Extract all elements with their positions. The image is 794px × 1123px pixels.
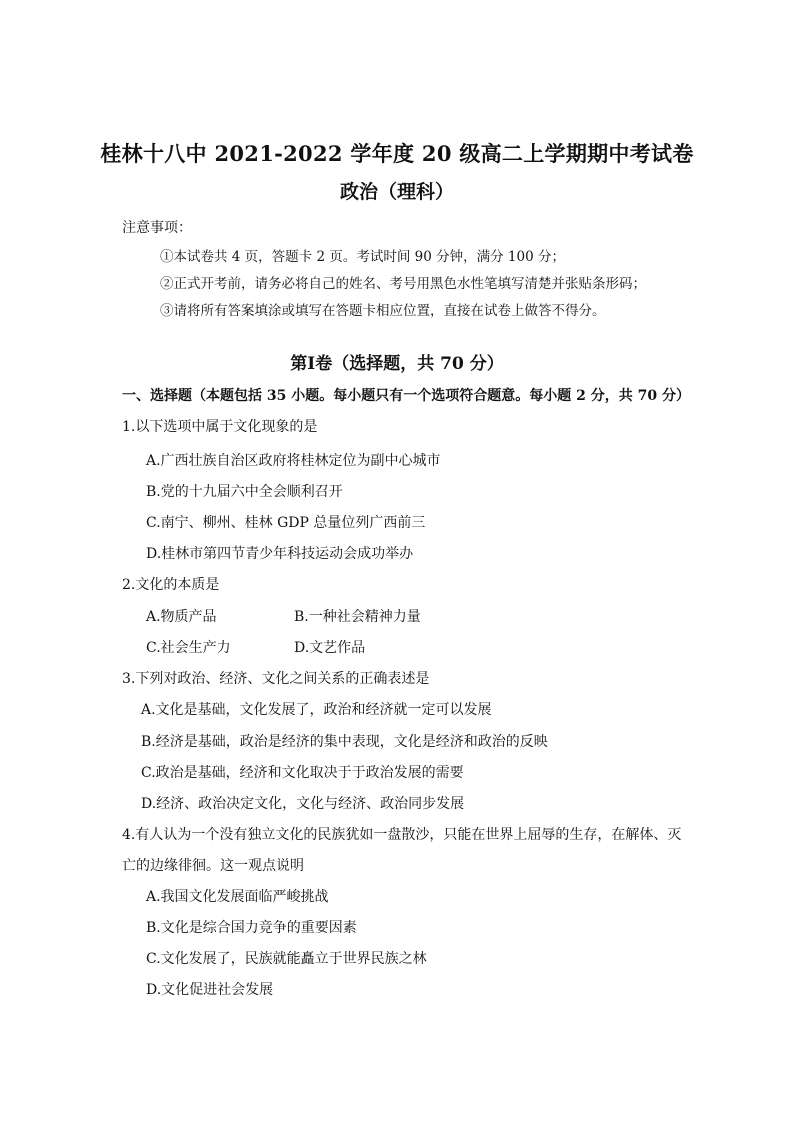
- question-stem: 3.下列对政治、经济、文化之间关系的正确表述是: [122, 671, 430, 687]
- question-option: B.经济是基础，政治是经济的集中表现，文化是经济和政治的反映: [141, 734, 548, 750]
- question-option: D.文艺作品: [294, 640, 366, 656]
- notice-label: 注意事项：: [122, 220, 192, 236]
- section-title: 第Ⅰ卷（选择题，共 70 分）: [290, 354, 504, 374]
- question-option: A.文化是基础，文化发展了，政治和经济就一定可以发展: [141, 702, 492, 718]
- part-heading: 一、选择题（本题包括 35 小题。每小题只有一个选项符合题意。每小题 2 分，共 70 分）: [122, 388, 690, 404]
- question-stem-continued: 亡的边缘徘徊。这一观点说明: [122, 858, 304, 874]
- question-option: B.党的十九届六中全会顺利召开: [146, 484, 343, 500]
- question-option: C.南宁、柳州、桂林 GDP 总量位列广西前三: [146, 515, 426, 531]
- question-stem: 4.有人认为一个没有独立文化的民族犹如一盘散沙，只能在世界上屈辱的生存，在解体、灭: [122, 827, 682, 843]
- exam-subject: 政治（理科）: [339, 181, 454, 203]
- exam-title: 桂林十八中 2021-2022 学年度 20 级高二上学期期中考试卷: [100, 141, 694, 166]
- question-option: C.社会生产力: [146, 640, 231, 656]
- question-stem: 1.以下选项中属于文化现象的是: [122, 419, 318, 435]
- notice-item: ③请将所有答案填涂或填写在答题卡相应位置，直接在试卷上做答不得分。: [160, 303, 606, 319]
- question-option: B.文化是综合国力竞争的重要因素: [146, 920, 357, 936]
- question-option: D.桂林市第四节青少年科技运动会成功举办: [146, 546, 414, 562]
- question-option: D.经济、政治决定文化，文化与经济、政治同步发展: [141, 796, 465, 812]
- question-option: A.物质产品: [146, 609, 217, 625]
- question-option: A.广西壮族自治区政府将桂林定位为副中心城市: [146, 453, 441, 469]
- question-stem: 2.文化的本质是: [122, 577, 220, 593]
- question-option: B.一种社会精神力量: [294, 609, 421, 625]
- question-option: C.文化发展了，民族就能矗立于世界民族之林: [146, 951, 427, 967]
- question-option: C.政治是基础，经济和文化取决于于政治发展的需要: [141, 765, 464, 781]
- question-option: D.文化促进社会发展: [146, 982, 274, 998]
- notice-item: ②正式开考前，请务必将自己的姓名、考号用黑色水性笔填写清楚并张贴条形码；: [160, 276, 646, 292]
- notice-item: ①本试卷共 4 页，答题卡 2 页。考试时间 90 分钟，满分 100 分；: [160, 249, 565, 265]
- question-option: A.我国文化发展面临严峻挑战: [146, 889, 329, 905]
